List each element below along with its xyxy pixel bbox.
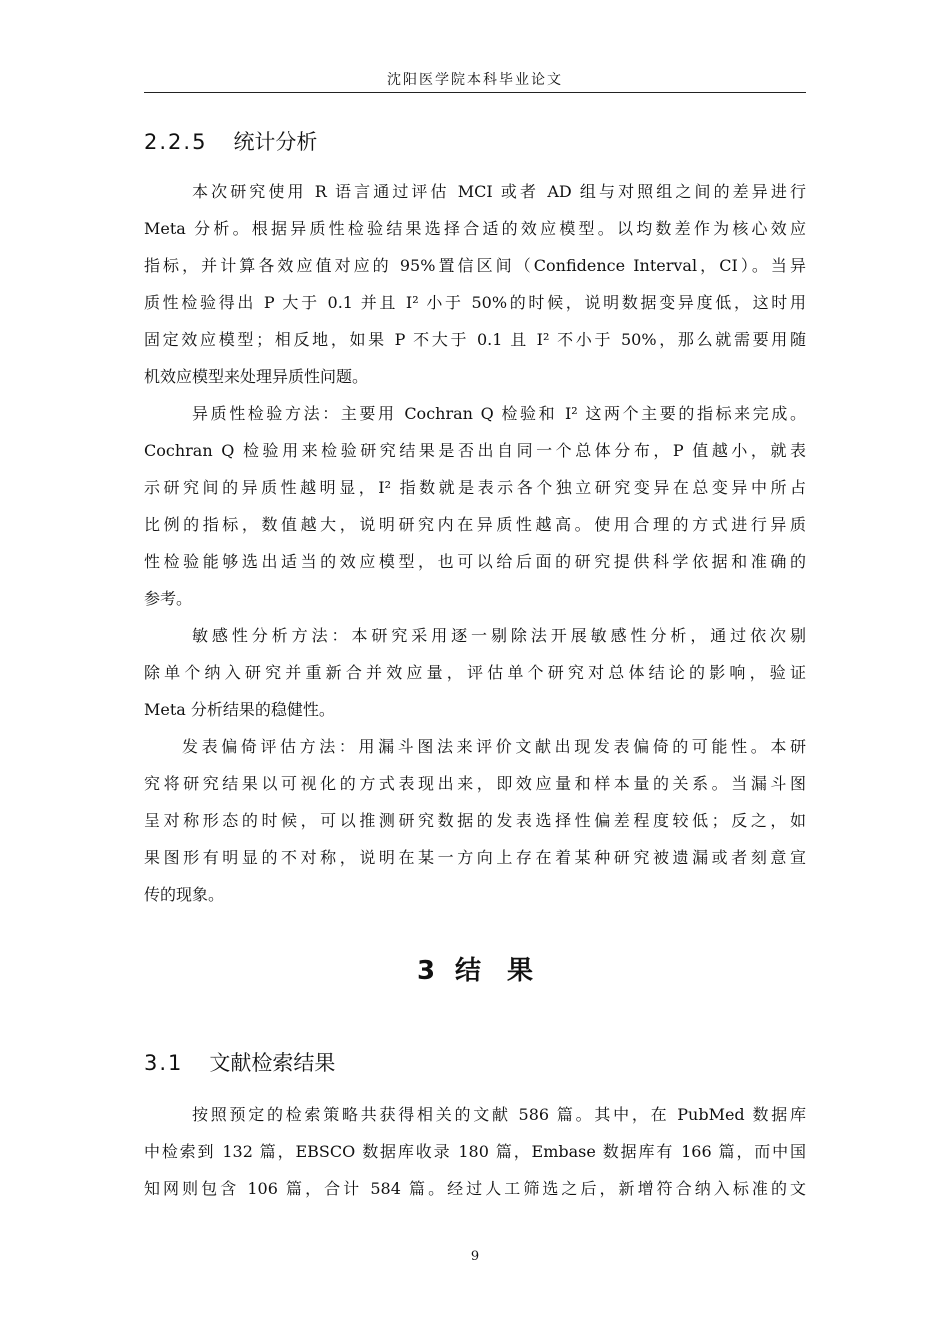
text-line: 示研究间的异质性越明显，I² 指数就是表示各个独立研究变异在总变异中所占	[144, 478, 806, 497]
header-rule	[144, 92, 806, 93]
paragraph-sensitivity	[144, 617, 806, 728]
text-line: 果图形有明显的不对称，说明在某一方向上存在着某种研究被遗漏或者刻意宣	[144, 848, 806, 867]
text-line: 发表偏倚评估方法：用漏斗图法来评价文献出现发表偏倚的可能性。本研	[182, 737, 806, 756]
text-line: 中检索到 132 篇，EBSCO 数据库收录 180 篇，Embase 数据库有 166 篇，而中国	[144, 1142, 806, 1161]
text-line: Meta 分析。根据异质性检验结果选择合适的效应模型。以均数差作为核心效应	[144, 219, 806, 238]
text-line: 按照预定的检索策略共获得相关的文献 586 篇。其中，在 PubMed 数据库	[192, 1105, 806, 1124]
text-line: 知网则包含 106 篇，合计 584 篇。经过人工筛选之后，新增符合纳入标准的文	[144, 1179, 806, 1198]
text-line: 固定效应模型；相反地，如果 P 不大于 0.1 且 I² 不小于 50%，那么就需要用随	[144, 330, 806, 349]
text-line: 指标，并计算各效应值对应的 95%置信区间（Confidence Interval，CI）。当异	[144, 256, 806, 275]
text-line: Meta 分析结果的稳健性。	[144, 700, 335, 719]
paragraph-literature-search	[144, 1096, 806, 1207]
section-heading-2-2-5	[144, 128, 317, 156]
text-line: 本次研究使用 R 语言通过评估 MCI 或者 AD 组与对照组之间的差异进行	[192, 182, 806, 201]
text-line: Cochran Q 检验用来检验研究结果是否出自同一个总体分布，P 值越小，就表	[144, 441, 806, 460]
page-number: 9	[470, 1249, 480, 1264]
text-line: 异质性检验方法：主要用 Cochran Q 检验和 I² 这两个主要的指标来完成。	[192, 404, 806, 423]
running-header: 沈阳医学院本科毕业论文	[387, 72, 563, 88]
text-line: 究将研究结果以可视化的方式表现出来，即效应量和样本量的关系。当漏斗图	[144, 774, 806, 793]
text-line: 质性检验得出 P 大于 0.1 并且 I² 小于 50%的时候，说明数据变异度低，这时用	[144, 293, 806, 312]
text-line: 传的现象。	[144, 885, 225, 904]
text-line: 比例的指标，数值越大，说明研究内在异质性越高。使用合理的方式进行异质	[144, 515, 806, 534]
text-line: 除单个纳入研究并重新合并效应量，评估单个研究对总体结论的影响，验证	[144, 663, 806, 682]
chapter-heading-3	[144, 953, 806, 989]
section-heading-3-1	[144, 1049, 335, 1077]
text-line: 性检验能够选出适当的效应模型，也可以给后面的研究提供科学依据和准确的	[144, 552, 806, 571]
paragraph-stat-method	[144, 173, 806, 395]
chapter-number: 3	[416, 956, 436, 986]
paragraph-publication-bias	[144, 728, 806, 913]
text-line: 机效应模型来处理异质性问题。	[144, 367, 369, 386]
section-title: 统计分析	[233, 130, 318, 154]
section-number: 3.1	[144, 1051, 184, 1075]
chapter-title: 结 果	[455, 956, 534, 986]
section-number: 2.2.5	[144, 130, 208, 154]
text-line: 参考。	[144, 589, 193, 608]
text-line: 敏感性分析方法：本研究采用逐一剔除法开展敏感性分析，通过依次剔	[192, 626, 806, 645]
section-title: 文献检索结果	[209, 1051, 336, 1075]
paragraph-heterogeneity	[144, 395, 806, 617]
text-line: 呈对称形态的时候，可以推测研究数据的发表选择性偏差程度较低；反之，如	[144, 811, 806, 830]
